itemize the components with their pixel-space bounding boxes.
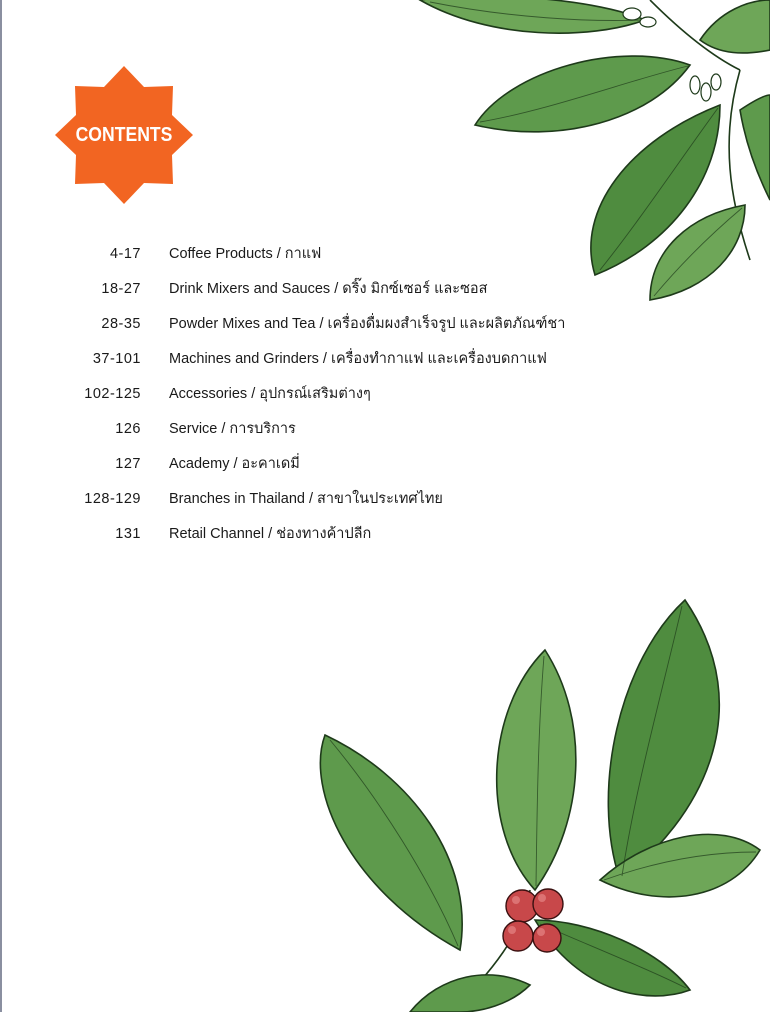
- page-edge-line: [0, 0, 2, 1012]
- toc-section-title: Branches in Thailand / สาขาในประเทศไทย: [169, 491, 443, 507]
- contents-heading: CONTENTS: [75, 123, 173, 146]
- coffee-cherry-branch-icon: [290, 590, 770, 1012]
- contents-badge: [55, 66, 193, 204]
- toc-section-title: Drink Mixers and Sauces / ดริ๊ง มิกซ์เซอร์ และซอส: [169, 281, 488, 297]
- toc-row[interactable]: [60, 236, 620, 271]
- toc-page-range: 28-35: [101, 315, 141, 332]
- toc-page-range: 131: [115, 525, 141, 542]
- toc-row[interactable]: [60, 446, 620, 481]
- toc-row[interactable]: [60, 411, 620, 446]
- toc-page-range: 127: [115, 455, 141, 472]
- toc-row[interactable]: [60, 481, 620, 516]
- toc-section-title: Service / การบริการ: [169, 421, 296, 437]
- toc-section-title: Retail Channel / ช่องทางค้าปลีก: [169, 526, 372, 542]
- toc-row[interactable]: [60, 271, 620, 306]
- toc-section-title: Powder Mixes and Tea / เครื่องดื่มผงสำเร็จรูป และผลิตภัณฑ์ชา: [169, 316, 566, 332]
- toc-section-title: Machines and Grinders / เครื่องทำกาแฟ และเครื่องบดกาแฟ: [169, 351, 547, 367]
- toc-page-range: 102-125: [84, 385, 141, 402]
- table-of-contents: [60, 236, 620, 551]
- toc-page-range: 128-129: [84, 490, 141, 507]
- toc-page-range: 4-17: [109, 245, 141, 262]
- toc-section-title: Coffee Products / กาแฟ: [169, 246, 322, 262]
- toc-row[interactable]: [60, 341, 620, 376]
- toc-section-title: Academy / อะคาเดมี่: [169, 456, 300, 472]
- toc-row[interactable]: [60, 376, 620, 411]
- toc-row[interactable]: [60, 306, 620, 341]
- toc-row[interactable]: [60, 516, 620, 551]
- toc-page-range: 126: [115, 420, 141, 437]
- toc-page-range: 18-27: [101, 280, 141, 297]
- toc-page-range: 37-101: [92, 350, 141, 367]
- toc-section-title: Accessories / อุปกรณ์เสริมต่างๆ: [169, 386, 371, 402]
